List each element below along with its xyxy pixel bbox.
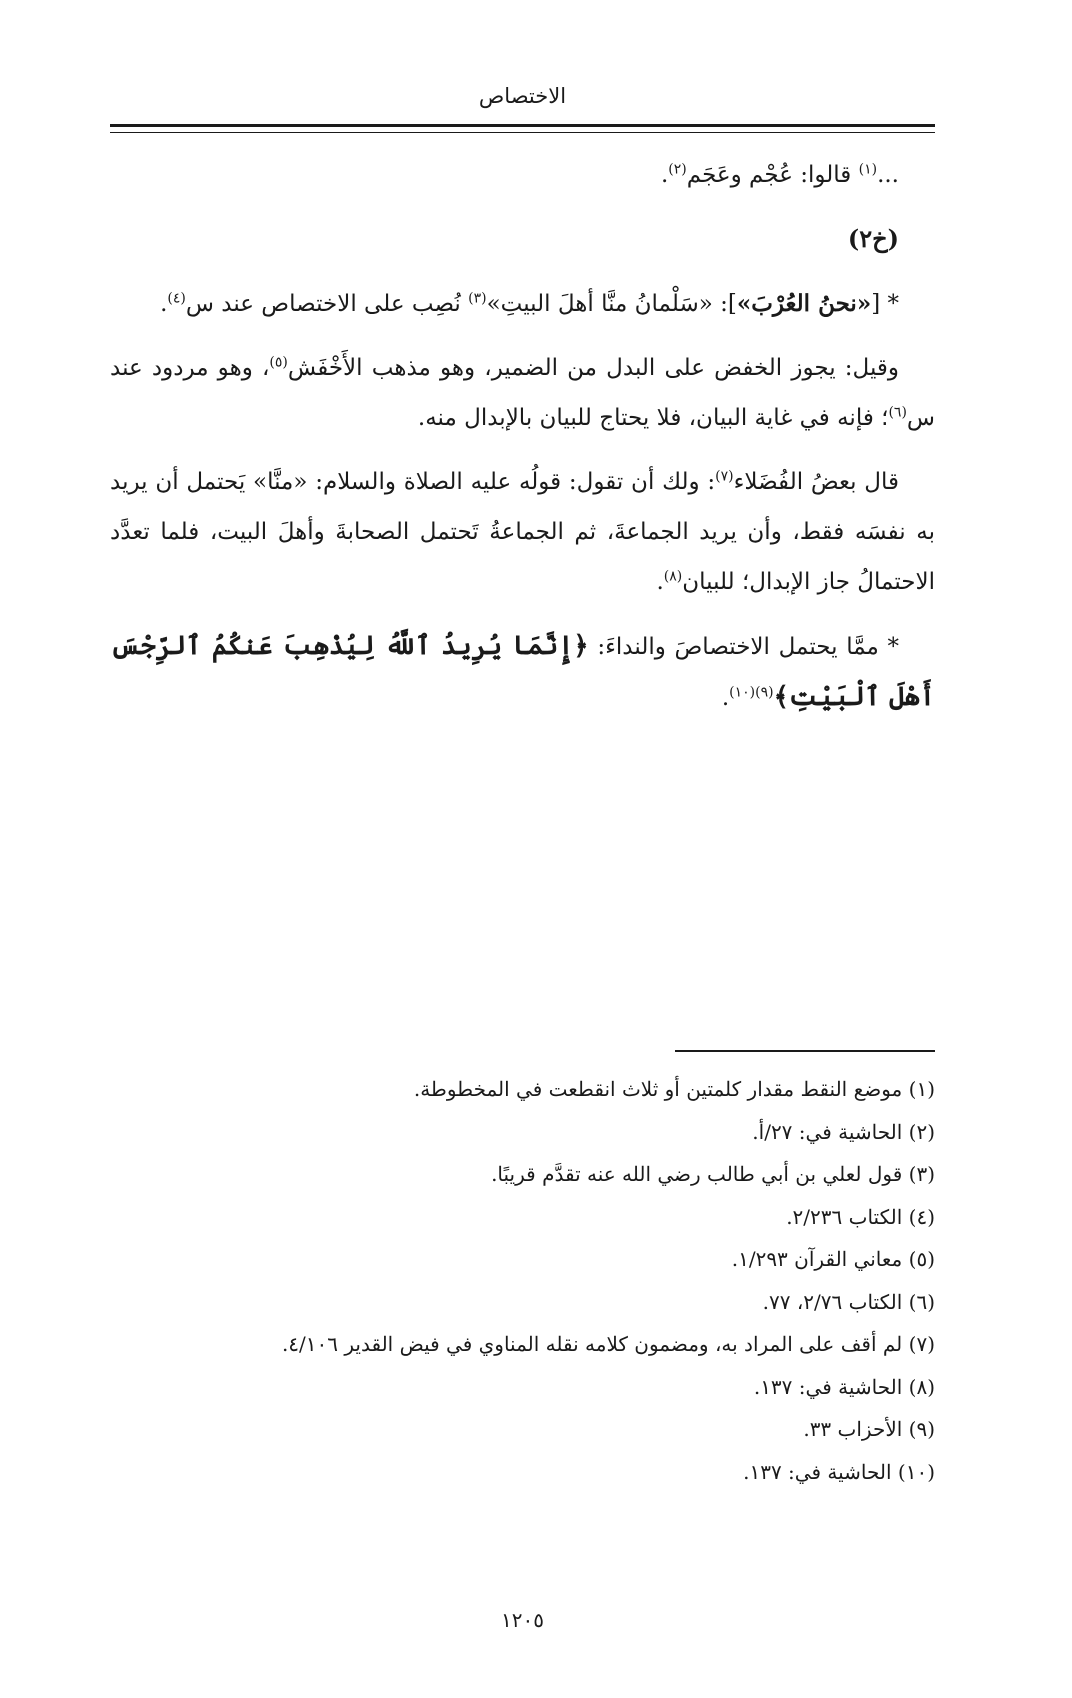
text-run: نُصِب على الاختصاص عند س	[185, 291, 469, 317]
header-rule-thin	[110, 132, 935, 133]
footnote-7: (٧) لم أقف على المراد به، ومضمون كلامه نقله المناوي في فيض القدير ٤/١٠٦.	[281, 1332, 935, 1356]
text-run: ...	[877, 162, 899, 188]
text-run: .	[660, 162, 669, 188]
footnote-5: (٥) معاني القرآن ١/٢٩٣.	[731, 1247, 935, 1271]
text-run: .	[656, 569, 664, 595]
footnote-1: (١) موضع النقط مقدار كلمتين أو ثلاث انقطعت في المخطوطة.	[413, 1077, 935, 1101]
footnote-3: (٣) قول لعلي بن أبي طالب رضي الله عنه تقدَّم قريبًا.	[491, 1162, 935, 1186]
footnote-8: (٨) الحاشية في: ١٣٧.	[753, 1374, 935, 1399]
body-text	[110, 150, 935, 737]
page-number: ١٢٠٥	[501, 1608, 544, 1632]
footnotes-list	[110, 1068, 935, 1493]
footnote-ref-5: (٥)	[269, 354, 288, 371]
footnote-9: (٩) الأحزاب ٣٣.	[803, 1417, 935, 1441]
text-run: قالوا: عُجْم وعَجَم	[686, 162, 859, 188]
footnote-2: (٢) الحاشية في: ٢٧/أ.	[752, 1119, 935, 1144]
paragraph-5	[110, 621, 935, 723]
footnote-4: (٤) الكتاب ٢/٢٣٦.	[786, 1204, 935, 1229]
text-run: ؛ فإنه في غاية البيان، فلا يحتاج للبيان بالإبدال منه.	[417, 405, 889, 431]
footnote-separator	[675, 1050, 935, 1052]
text-run: .	[160, 291, 168, 317]
text-run: * [	[871, 291, 899, 317]
quran-verse: ﴿إِنَّمَا يُرِيدُ ٱللَّهُ لِيُذْهِبَ عَنكُمُ ٱلرِّجْسَ أَهْلَ ٱلْبَيْتِ﴾	[110, 631, 935, 712]
paragraph-1	[110, 150, 935, 200]
text-run: وقيل: يجوز الخفض على البدل من الضمير، وهو مذهب الأَخْفَش	[287, 355, 899, 381]
text-run: * ممَّا يحتمل الاختصاصَ والنداءَ:	[588, 634, 899, 660]
paragraph-4	[110, 457, 935, 607]
footnote-ref-8: (٨)	[663, 568, 683, 585]
text-run: ، وهو مردود عند س	[110, 355, 935, 431]
footnote-6: (٦) الكتاب ٢/٧٦، ٧٧.	[762, 1289, 935, 1314]
footnote-ref-6: (٦)	[888, 404, 907, 421]
headword: «نحنُ العُرْبَ»	[736, 290, 872, 317]
section-heading	[110, 214, 935, 265]
text-run: ]: «سَلْمانُ منَّا أهلَ البيتِ»	[486, 291, 737, 317]
footnote-ref-7: (٧)	[715, 468, 734, 485]
footnote-10: (١٠) الحاشية في: ١٣٧.	[743, 1459, 935, 1484]
section-mark: (خ٢)	[847, 224, 899, 253]
text-run: قال بعضُ الفُضَلاء	[733, 469, 900, 495]
document-page	[110, 0, 935, 1698]
footnote-ref-4: (٤)	[167, 290, 186, 307]
paragraph-3	[110, 343, 935, 443]
paragraph-2	[110, 279, 935, 329]
footnote-ref-1: (١)	[858, 161, 878, 178]
footnote-ref-2: (٢)	[668, 161, 687, 178]
text-run: .	[721, 685, 730, 711]
running-head: الاختصاص	[478, 84, 567, 108]
header-rule-thick	[110, 124, 935, 127]
footnote-ref-10: (١٠)	[729, 684, 756, 701]
footnote-ref-3: (٣)	[468, 290, 487, 307]
text-run: : ولك أن تقول: قولُه عليه الصلاة والسلام: «منَّا» يَحتمل أن يريد به نفسَه فقط، وأن يريد الجماعةَ، ثم الجماعةُ تَحتمل الصحابةَ وأهلَ البيت، فلما تعدَّد الاحتمالُ جاز الإبدال؛ للبيان	[110, 469, 935, 595]
footnote-ref-9: (٩)	[755, 684, 774, 701]
